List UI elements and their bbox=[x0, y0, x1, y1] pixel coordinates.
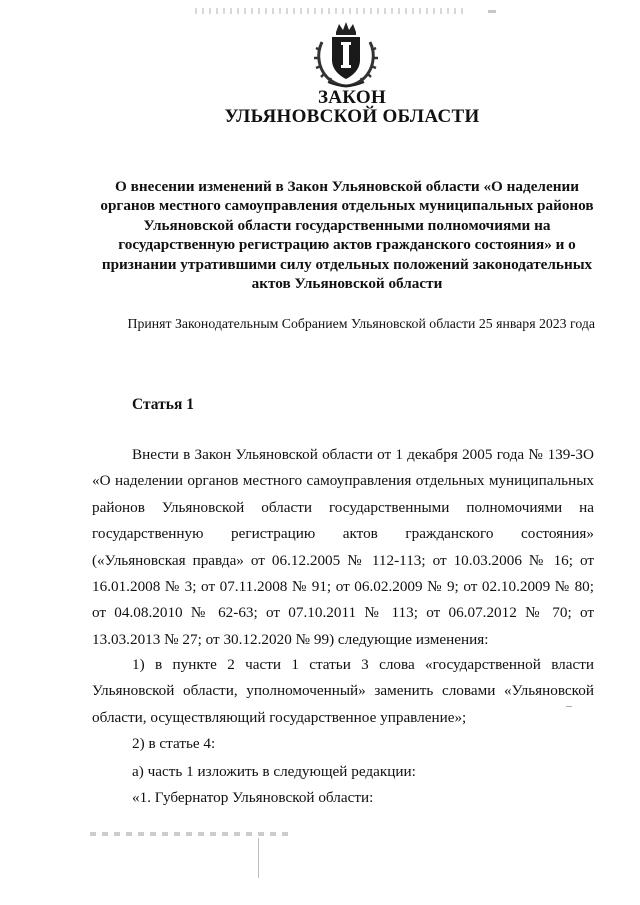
article-heading: Статья 1 bbox=[132, 396, 194, 413]
scan-noise bbox=[566, 706, 572, 707]
law-subject: О внесении изменений в Закон Ульяновской области «О наделении органов местного самоуправления отдельных муниципальных районов Ульяновской области государственными полномочиями на государственную регистрацию актов гражданского состояния» и о признании утратившими силу отдельных положений законодательных актов Ульяновской области bbox=[100, 178, 594, 293]
coat-of-arms-icon bbox=[312, 20, 380, 90]
scan-noise bbox=[258, 838, 259, 878]
article-intro-paragraph: Внести в Закон Ульяновской области от 1 декабря 2005 года № 139-ЗО «О наделении органов местного самоуправления отдельных муниципальных районов Ульяновской области государственными полномочиями на государственную регистрацию актов гражданского состояния» («Ульяновская правда» от 06.12.2005 № 112-113; от 10.03.2006 № 16; от 16.01.2008 № 3; от 07.11.2008 № 91; от 06.02.2009 № 9; от 02.10.2009 № 80; от 04.08.2010 № 62-63; от 07.10.2011 № 113; от 06.07.2012 № 70; от 13.03.2013 № 27; от 30.12.2020 № 99) следующие изменения: bbox=[92, 446, 594, 648]
scan-noise bbox=[195, 8, 465, 14]
amendment-subitem-a: а) часть 1 изложить в следующей редакции: bbox=[132, 763, 416, 780]
amendment-item-2: 2) в статье 4: bbox=[132, 735, 216, 752]
adoption-note: Принят Законодательным Собранием Ульяновской области 25 января 2023 года bbox=[127, 316, 595, 331]
amendment-quote: «1. Губернатор Ульяновской области: bbox=[132, 789, 374, 806]
document-title-line1: ЗАКОН bbox=[317, 87, 387, 108]
document-title-line2: УЛЬЯНОВСКОЙ ОБЛАСТИ bbox=[224, 106, 480, 127]
scan-noise bbox=[488, 10, 496, 13]
scan-noise bbox=[90, 832, 290, 836]
amendment-item-1: 1) в пункте 2 части 1 статьи 3 слова «государственной власти Ульяновской области, уполномоченный» заменить словами «Ульяновской области, осуществляющий государственное управление»; bbox=[92, 656, 594, 726]
